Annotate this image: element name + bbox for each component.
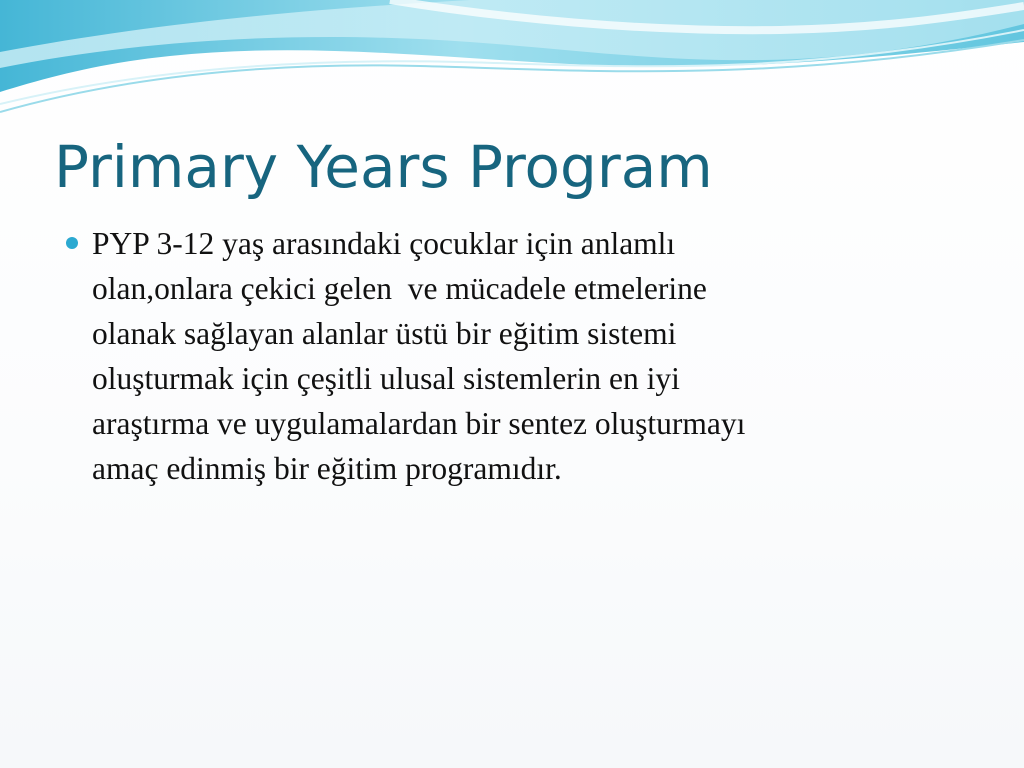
bullet-text bbox=[92, 221, 962, 491]
bullet-item bbox=[62, 221, 962, 491]
bullet-line-3: olanak sağlayan alanlar üstü bir eğitim sistemi bbox=[92, 316, 677, 351]
bullet-line-5: araştırma ve uygulamalardan bir sentez oluşturmayı bbox=[92, 406, 746, 441]
top-wave-decoration bbox=[0, 0, 1024, 140]
bullet-line-4: oluşturmak için çeşitli ulusal sistemlerin en iyi bbox=[92, 361, 680, 396]
bullet-line-6: amaç edinmiş bir eğitim programıdır. bbox=[92, 451, 562, 486]
bullet-line-1: PYP 3-12 yaş arasındaki çocuklar için anlamlı bbox=[92, 226, 676, 261]
bullet-list bbox=[62, 221, 962, 491]
slide-title: Primary Years Program bbox=[54, 133, 713, 201]
bullet-line-2: olan,onlara çekici gelen ve mücadele etmelerine bbox=[92, 271, 707, 306]
bullet-dot-icon bbox=[66, 237, 78, 249]
